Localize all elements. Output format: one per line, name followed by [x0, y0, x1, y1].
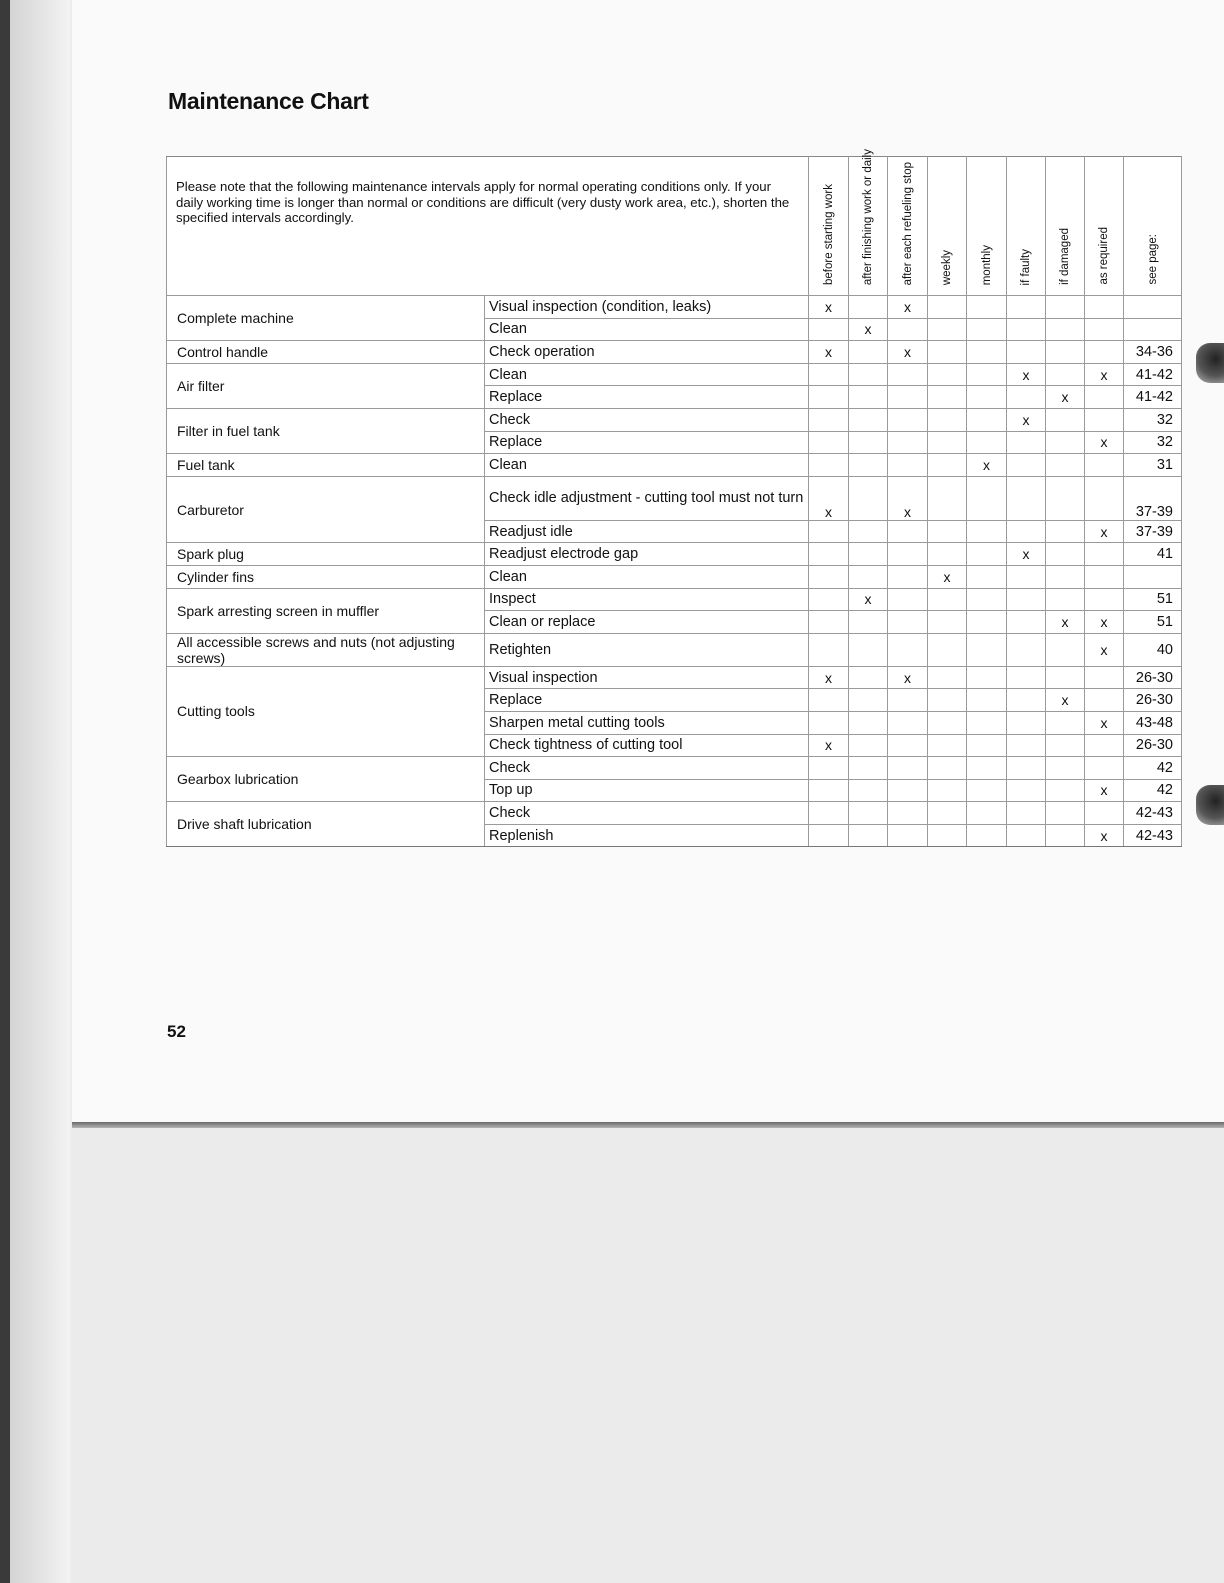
interval-mark [928, 476, 967, 520]
interval-mark [888, 734, 928, 757]
interval-mark [1007, 633, 1046, 666]
interval-mark: x [1085, 611, 1124, 634]
interval-mark [888, 431, 928, 454]
interval-mark [928, 454, 967, 477]
interval-mark [1007, 757, 1046, 780]
interval-mark [1085, 341, 1124, 364]
interval-mark [849, 454, 888, 477]
interval-mark [809, 454, 849, 477]
interval-mark: x [809, 341, 849, 364]
component-name: Spark plug [167, 543, 485, 566]
task-description: Check [485, 408, 809, 431]
interval-mark [1046, 318, 1085, 341]
interval-mark [809, 611, 849, 634]
column-header-label: as required [1097, 227, 1110, 285]
table-row [167, 802, 1182, 825]
page-number: 52 [167, 1022, 186, 1041]
interval-mark [809, 386, 849, 409]
interval-mark: x [849, 588, 888, 611]
interval-mark [809, 408, 849, 431]
component-name: Gearbox lubrication [167, 757, 485, 802]
table-body [167, 296, 1182, 847]
interval-mark [888, 689, 928, 712]
interval-mark: x [1085, 633, 1124, 666]
interval-mark [849, 633, 888, 666]
background-sheet [72, 1128, 1224, 1583]
task-description: Sharpen metal cutting tools [485, 711, 809, 734]
column-header-label: if damaged [1058, 228, 1071, 285]
interval-mark [1085, 689, 1124, 712]
interval-mark: x [809, 476, 849, 520]
interval-mark [1046, 476, 1085, 520]
task-description: Check tightness of cutting tool [485, 734, 809, 757]
interval-mark [1046, 588, 1085, 611]
interval-mark [888, 824, 928, 847]
interval-mark [849, 431, 888, 454]
page-reference: 26-30 [1124, 689, 1182, 712]
interval-mark [888, 711, 928, 734]
page-reference [1124, 296, 1182, 319]
interval-mark [1046, 431, 1085, 454]
interval-mark [1085, 476, 1124, 520]
interval-mark [967, 296, 1007, 319]
interval-mark [849, 779, 888, 802]
header-row [167, 157, 1182, 296]
interval-mark [1085, 386, 1124, 409]
task-description: Check idle adjustment - cutting tool must not turn [485, 476, 809, 520]
interval-mark [1046, 824, 1085, 847]
table-row [167, 341, 1182, 364]
interval-mark [849, 666, 888, 689]
interval-mark [1007, 779, 1046, 802]
interval-mark [888, 802, 928, 825]
table-row [167, 476, 1182, 520]
interval-mark [928, 543, 967, 566]
interval-mark [849, 734, 888, 757]
task-description: Top up [485, 779, 809, 802]
interval-mark [928, 633, 967, 666]
interval-mark [1007, 611, 1046, 634]
page-reference: 51 [1124, 611, 1182, 634]
interval-mark [928, 341, 967, 364]
interval-mark [1007, 341, 1046, 364]
table-row [167, 666, 1182, 689]
maintenance-table [166, 148, 1182, 847]
table-row [167, 757, 1182, 780]
binding-edge [0, 0, 10, 1583]
interval-mark [1085, 296, 1124, 319]
interval-mark [888, 779, 928, 802]
page-reference: 34-36 [1124, 341, 1182, 364]
interval-mark: x [1007, 363, 1046, 386]
interval-mark [1046, 757, 1085, 780]
interval-mark [809, 520, 849, 543]
interval-mark [1007, 296, 1046, 319]
component-name: Cutting tools [167, 666, 485, 756]
interval-mark [1046, 543, 1085, 566]
interval-mark: x [888, 341, 928, 364]
component-name: Filter in fuel tank [167, 408, 485, 453]
interval-mark [1046, 633, 1085, 666]
interval-mark [967, 824, 1007, 847]
interval-mark [849, 520, 888, 543]
page-reference: 43-48 [1124, 711, 1182, 734]
interval-mark [967, 689, 1007, 712]
column-header [967, 157, 1007, 296]
interval-mark [928, 779, 967, 802]
interval-mark [809, 543, 849, 566]
interval-mark [1046, 565, 1085, 588]
interval-mark [888, 386, 928, 409]
page-reference: 42-43 [1124, 802, 1182, 825]
column-header [888, 157, 928, 296]
interval-mark [888, 363, 928, 386]
interval-mark [1007, 431, 1046, 454]
task-description: Clean [485, 565, 809, 588]
interval-mark [928, 734, 967, 757]
component-name: Spark arresting screen in muffler [167, 588, 485, 633]
column-header-label: before starting work [822, 184, 835, 285]
column-header-label: after each refueling stop [901, 161, 914, 285]
interval-mark [809, 633, 849, 666]
interval-mark [1085, 802, 1124, 825]
task-description: Clean [485, 454, 809, 477]
interval-mark: x [888, 476, 928, 520]
interval-mark [1007, 711, 1046, 734]
interval-mark [1046, 296, 1085, 319]
interval-mark [849, 689, 888, 712]
interval-mark [849, 565, 888, 588]
interval-mark [849, 476, 888, 520]
interval-mark [1046, 408, 1085, 431]
interval-mark [967, 757, 1007, 780]
interval-mark [1085, 454, 1124, 477]
interval-mark [809, 363, 849, 386]
interval-mark [809, 779, 849, 802]
interval-mark [888, 588, 928, 611]
component-name: Drive shaft lubrication [167, 802, 485, 847]
table-row [167, 588, 1182, 611]
interval-mark [888, 565, 928, 588]
interval-mark [809, 689, 849, 712]
task-description: Visual inspection (condition, leaks) [485, 296, 809, 319]
interval-mark [928, 802, 967, 825]
column-header [1085, 157, 1124, 296]
interval-mark: x [1046, 611, 1085, 634]
interval-mark [1046, 520, 1085, 543]
interval-mark: x [888, 296, 928, 319]
interval-mark [967, 520, 1007, 543]
task-description: Clean or replace [485, 611, 809, 634]
table-row [167, 565, 1182, 588]
table-row [167, 454, 1182, 477]
interval-mark [1046, 363, 1085, 386]
punch-hole [1196, 343, 1224, 383]
interval-mark [928, 611, 967, 634]
interval-mark [1046, 779, 1085, 802]
page-reference: 26-30 [1124, 666, 1182, 689]
interval-mark [1007, 689, 1046, 712]
interval-mark [1085, 588, 1124, 611]
task-description: Readjust idle [485, 520, 809, 543]
page-title: Maintenance Chart [168, 88, 369, 114]
interval-mark [928, 520, 967, 543]
interval-mark [967, 734, 1007, 757]
component-name: All accessible screws and nuts (not adjusting screws) [167, 633, 485, 666]
interval-mark [967, 431, 1007, 454]
interval-mark [1046, 802, 1085, 825]
interval-mark [849, 363, 888, 386]
interval-mark [888, 520, 928, 543]
interval-mark [849, 757, 888, 780]
task-description: Check operation [485, 341, 809, 364]
interval-mark [967, 633, 1007, 666]
interval-mark [928, 824, 967, 847]
task-description: Replace [485, 689, 809, 712]
interval-mark [809, 802, 849, 825]
interval-mark [849, 341, 888, 364]
page-reference: 42-43 [1124, 824, 1182, 847]
interval-mark: x [1007, 408, 1046, 431]
interval-mark [849, 611, 888, 634]
interval-mark [967, 363, 1007, 386]
interval-mark [1085, 666, 1124, 689]
interval-mark [928, 363, 967, 386]
interval-mark [849, 386, 888, 409]
interval-mark [928, 386, 967, 409]
interval-mark [967, 588, 1007, 611]
page-reference: 32 [1124, 431, 1182, 454]
interval-mark [1046, 341, 1085, 364]
interval-mark [1085, 565, 1124, 588]
page-reference: 42 [1124, 757, 1182, 780]
page-reference [1124, 565, 1182, 588]
page-reference: 41-42 [1124, 386, 1182, 409]
interval-mark [967, 476, 1007, 520]
interval-mark [928, 318, 967, 341]
interval-mark [1007, 565, 1046, 588]
page-reference: 40 [1124, 633, 1182, 666]
interval-mark [928, 666, 967, 689]
interval-mark [888, 633, 928, 666]
interval-mark [928, 757, 967, 780]
interval-mark [1007, 588, 1046, 611]
table-row [167, 296, 1182, 319]
interval-mark [809, 711, 849, 734]
interval-mark [1007, 318, 1046, 341]
interval-mark [809, 757, 849, 780]
table-row [167, 408, 1182, 431]
page-reference: 26-30 [1124, 734, 1182, 757]
interval-mark: x [1085, 711, 1124, 734]
interval-mark [967, 611, 1007, 634]
column-header-label: if faulty [1019, 248, 1032, 285]
interval-mark [967, 318, 1007, 341]
interval-mark [928, 588, 967, 611]
task-description: Replace [485, 431, 809, 454]
page-reference: 41-42 [1124, 363, 1182, 386]
interval-mark [967, 666, 1007, 689]
interval-mark [849, 543, 888, 566]
interval-mark: x [809, 296, 849, 319]
table-row [167, 543, 1182, 566]
interval-mark [967, 565, 1007, 588]
interval-mark [809, 588, 849, 611]
column-header-label: after finishing work or daily [861, 148, 874, 285]
table-row [167, 633, 1182, 666]
component-name: Complete machine [167, 296, 485, 341]
interval-mark [1007, 802, 1046, 825]
component-name: Air filter [167, 363, 485, 408]
interval-mark [928, 431, 967, 454]
interval-mark: x [1046, 386, 1085, 409]
interval-mark: x [1085, 520, 1124, 543]
interval-mark: x [849, 318, 888, 341]
interval-mark [888, 318, 928, 341]
interval-mark [1007, 666, 1046, 689]
interval-mark [849, 408, 888, 431]
interval-mark [888, 454, 928, 477]
interval-mark [809, 565, 849, 588]
task-description: Clean [485, 318, 809, 341]
interval-mark [1085, 318, 1124, 341]
page-reference: 37-39 [1124, 476, 1182, 520]
binding-shadow [10, 0, 70, 1583]
component-name: Carburetor [167, 476, 485, 543]
interval-mark: x [809, 734, 849, 757]
interval-mark [849, 802, 888, 825]
task-description: Replenish [485, 824, 809, 847]
column-header-label: weekly [940, 249, 953, 285]
component-name: Cylinder fins [167, 565, 485, 588]
interval-mark [1085, 408, 1124, 431]
interval-mark [809, 318, 849, 341]
table-row [167, 363, 1182, 386]
interval-mark [967, 802, 1007, 825]
interval-mark: x [809, 666, 849, 689]
interval-mark [1085, 734, 1124, 757]
page-reference: 37-39 [1124, 520, 1182, 543]
interval-mark [928, 296, 967, 319]
interval-mark: x [1085, 824, 1124, 847]
intro-text: Please note that the following maintenance intervals apply for normal operating conditions only. If your daily working time is longer than normal or conditions are difficult (very dusty work area, etc.), shorten the specified intervals accordingly. [176, 179, 790, 226]
interval-mark [1046, 734, 1085, 757]
interval-mark [928, 408, 967, 431]
interval-mark [1046, 454, 1085, 477]
intro-note [167, 157, 809, 296]
task-description: Check [485, 757, 809, 780]
interval-mark [888, 757, 928, 780]
interval-mark [849, 296, 888, 319]
interval-mark [928, 689, 967, 712]
interval-mark [967, 341, 1007, 364]
interval-mark [1046, 711, 1085, 734]
task-description: Check [485, 802, 809, 825]
interval-mark [1007, 520, 1046, 543]
interval-mark [1085, 757, 1124, 780]
page-reference: 31 [1124, 454, 1182, 477]
page-reference: 41 [1124, 543, 1182, 566]
interval-mark [849, 824, 888, 847]
column-header [1007, 157, 1046, 296]
interval-mark: x [967, 454, 1007, 477]
column-header [1046, 157, 1085, 296]
punch-hole [1196, 785, 1224, 825]
page-reference: 32 [1124, 408, 1182, 431]
column-header [809, 157, 849, 296]
page-reference: 51 [1124, 588, 1182, 611]
interval-mark [1007, 476, 1046, 520]
interval-mark [967, 408, 1007, 431]
component-name: Fuel tank [167, 454, 485, 477]
interval-mark [967, 779, 1007, 802]
interval-mark: x [1007, 543, 1046, 566]
column-header [1124, 157, 1182, 296]
interval-mark: x [1046, 689, 1085, 712]
interval-mark: x [888, 666, 928, 689]
interval-mark [1085, 543, 1124, 566]
interval-mark [928, 711, 967, 734]
interval-mark [1007, 824, 1046, 847]
interval-mark [888, 611, 928, 634]
interval-mark: x [1085, 363, 1124, 386]
page-reference: 42 [1124, 779, 1182, 802]
interval-mark [967, 386, 1007, 409]
task-description: Retighten [485, 633, 809, 666]
interval-mark [1007, 386, 1046, 409]
column-header [849, 148, 888, 296]
interval-mark [967, 543, 1007, 566]
interval-mark [1007, 454, 1046, 477]
column-header [928, 157, 967, 296]
task-description: Readjust electrode gap [485, 543, 809, 566]
interval-mark [888, 543, 928, 566]
task-description: Replace [485, 386, 809, 409]
interval-mark [1046, 666, 1085, 689]
component-name: Control handle [167, 341, 485, 364]
column-header-label: see page: [1146, 234, 1159, 285]
interval-mark [809, 824, 849, 847]
interval-mark [967, 711, 1007, 734]
column-header-label: monthly [980, 244, 993, 285]
task-description: Inspect [485, 588, 809, 611]
interval-mark [809, 431, 849, 454]
interval-mark: x [1085, 779, 1124, 802]
page-reference [1124, 318, 1182, 341]
interval-mark [888, 408, 928, 431]
interval-mark: x [1085, 431, 1124, 454]
task-description: Clean [485, 363, 809, 386]
interval-mark: x [928, 565, 967, 588]
task-description: Visual inspection [485, 666, 809, 689]
interval-mark [1007, 734, 1046, 757]
interval-mark [849, 711, 888, 734]
